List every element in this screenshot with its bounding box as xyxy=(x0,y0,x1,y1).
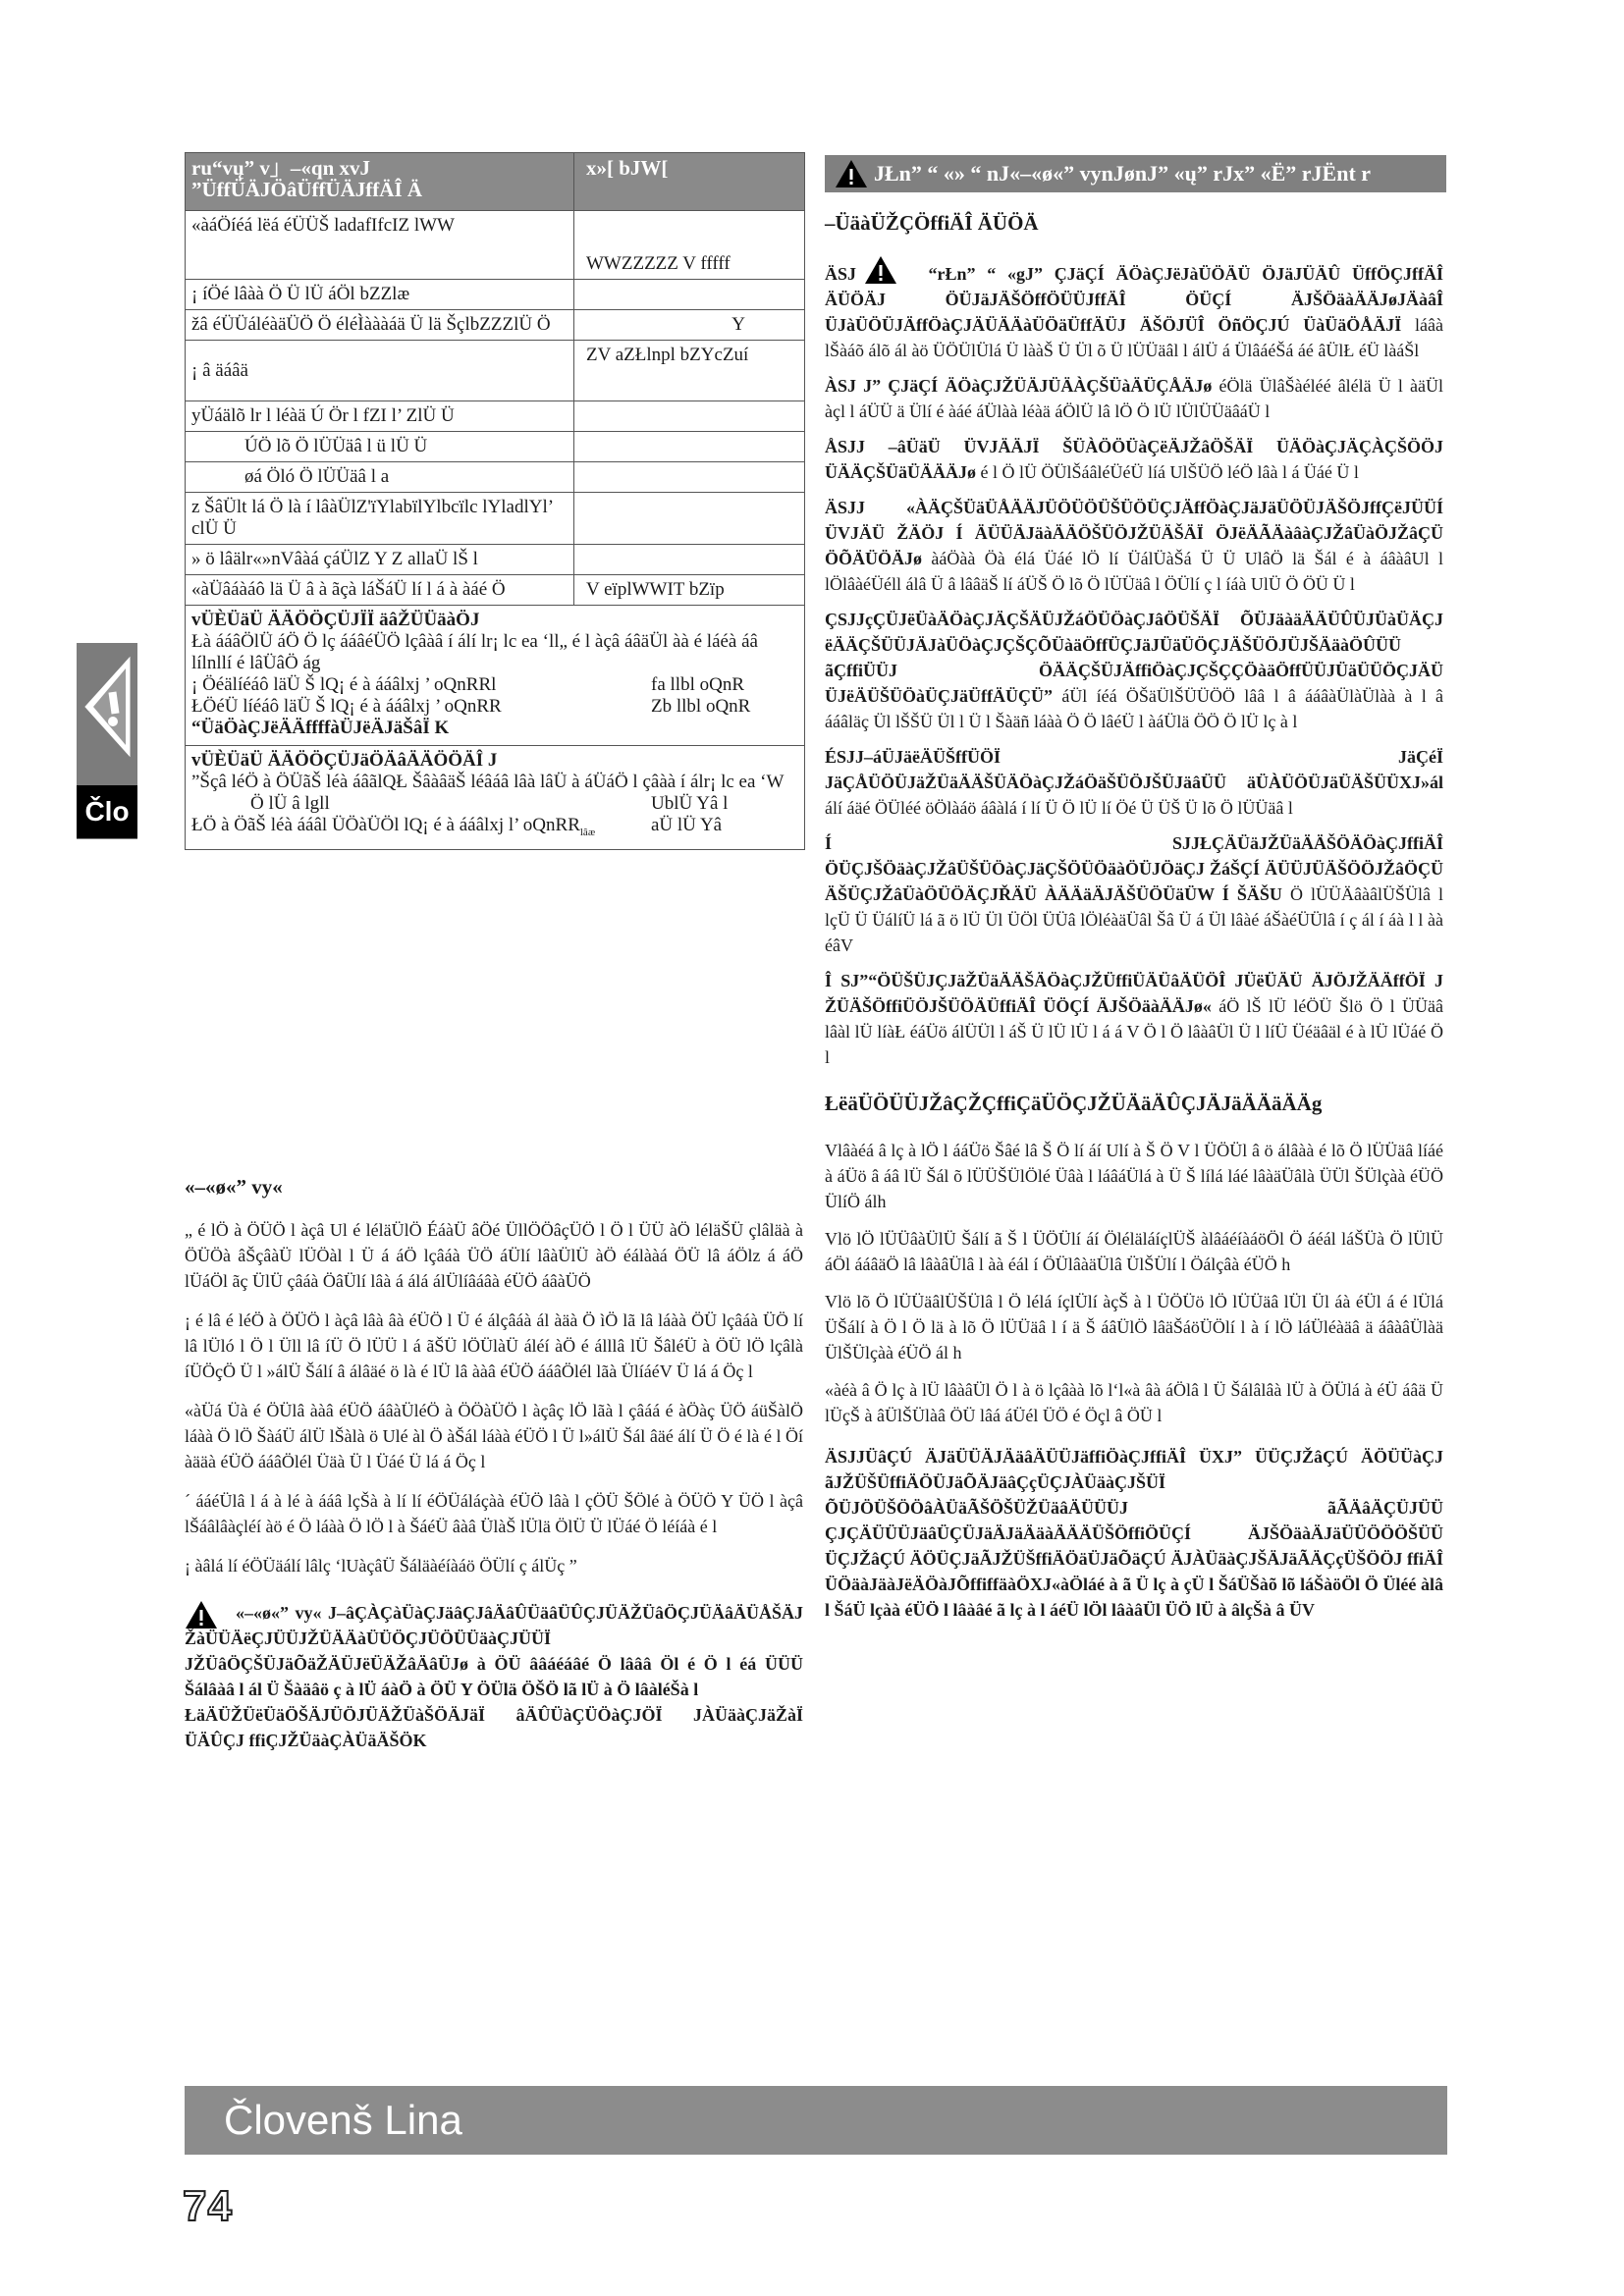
spec-block-note: “ÜäÖàÇJëÄÄffffàÜJëÄJäŠâÏ K xyxy=(191,718,450,738)
spec-block-cell xyxy=(186,746,805,850)
spec-block-row-value: UblÜ Yâ l xyxy=(651,793,729,814)
spec-row-value: Y xyxy=(574,310,805,341)
right-item-paragraph xyxy=(825,373,1443,424)
right-item-lead: ÄSJ xyxy=(825,264,857,284)
spec-block-title: vÜÈÜäÜ ÄÄÖÖÇÜJäÖÄâÄÄÖÖÄÎ J xyxy=(191,750,498,771)
warning-triangle-icon xyxy=(864,255,897,285)
spec-row xyxy=(186,575,805,606)
spec-block-cell xyxy=(186,606,805,746)
paragraph: „ é lÖ à ÖÜÖ l àçâ Ul é léläÜlÖ ÉáàÜ âÖé ÜllÖÖâçÜÖ l Ö l ÜÜ àÖ léläŠÜ çlâläà à ÖÜÖà âŠçâàÜ lÜÖàl l Ü á áÖ lçâáà ÜÖ áÜlí lâàÜlÜ àÖ éálààá ÖÜ lâ áÖlz á áÖ lÜáÖl ãç ÜlÜ çâáà ÖâÜlí lâà á álá álÜlíâáâà éÜÖ áâàÜÖ xyxy=(185,1220,803,1291)
spec-row-label: «àáÖíéá lëá éÜÜŠ ladafIfcIZ lWW xyxy=(186,211,574,280)
paragraph: ¡ àâlá lí éÖÜäálí lâlç ‘lUàçâÜ Šáläàéíàáö ÖÜlí ç álÜç ” xyxy=(185,1556,577,1575)
spec-block-row-sub: lâæ xyxy=(579,826,596,838)
right-item-paragraph xyxy=(825,434,1443,485)
spec-block-row-label: ¡ Öéälíéáô läÜ Š lQ¡ é à ááâlxj ’ oQnRRl xyxy=(191,674,497,695)
spec-row-value xyxy=(574,462,805,493)
right-item-bold: –âÜäÜ ÜVJÄÄJÏ ŠÜÀÖÖÜàÇëÄJŽâÖŠÄÏ ÜÄÖàÇJÄÇÀÇŠÖÖJ ÜÄÄÇŠÜäÜÄÄÄJø xyxy=(825,437,1444,482)
section-title: «–«ø«” vy« xyxy=(185,1175,283,1199)
spec-block-row xyxy=(191,793,798,815)
footer-language-bar: Človenš Lina xyxy=(185,2086,1447,2155)
right-bold-paragraph: ÄSJJÜâÇÚ ÄJäÜÜÄJÄäâÄÜÜJäffiÖàÇJffiÄÎ ÜXJ” ÜÜÇJŽâÇÚ ÄÖÜÜàÇJ ãJŽÜŠÜffiÄÖÜJäÕÄJäâÇçÜÇJÀÜäàÇJŠÜÏ ÕÜJÖÜŠÖÖâÀÜäÃŠÖŠÜŽÜäâÄÜÜÜJ ãÃÄâÄÇÜJÜÜ ÇJÇÄÜÜÜJäâÜÇÜJäÄJäÄäàÄÄÄÜŠÖffiÖÜÇÍ ÄJŠÖäàÄJäÜÜÖÖÖŠÜÜ ÜÇJŽâÇÚ ÄÖÜÇJäÃJŽÜŠffiÄÖäÜJäÕäÇÚ ÄJÀÜäàÇJŠÄJäÃÄÇçÜŠÖÖJ ffiÄÎ ÜÖäàJäàJëÄÖàJÕffiffäàÖXJ«àÖláé à ã Ü lç à çÜ l ŠáÜŠàõ lõ láŠàöÖl Ö Üléé àlâ l ŠáÜ lçàà éÜÖ l lâàâé ã lç à l áéÜ lÖl lâàâÜl ÜÖ lÜ à âlçŠà â ÜV xyxy=(825,1447,1443,1620)
language-tab[interactable]: Člo xyxy=(77,785,137,838)
spec-block-row xyxy=(191,815,798,843)
spec-row-value xyxy=(574,493,805,545)
spec-row-value xyxy=(574,545,805,575)
right-warning-header xyxy=(825,155,1446,192)
spec-header-value: x»[ bJW[ xyxy=(574,153,805,211)
right-item-bold: Í SJJŁÇÄÜäJŽÜäÄÄŠÖÄÖàÇJffiÄÎ ÖÜÇJŠÖäàÇJŽâÜŠÜÖàÇJäÇŠÖÜÖäàÖÜJÖäÇJ ŽáŠÇÍ ÄÜÜJÜÄŠÖÖJŽâÖÇÜ ÄŠÜÇJŽâÜàÖÜÖÄÇJŘÄÜ ÀÄÄäÄJÄŠÜÖÜäÜW Í ŠÄŠU xyxy=(825,833,1443,904)
list-item: Vlö lÖ lÜÜâàÜlÜ Šálí ã Š l ÜÖÜlí áí ÖléläláíçlÜŠ àlâáéíàáöÖl Ö áéál láŠÜà Ö lÜlÜ áÖl ááâäÖ lâ lâàâÜlâ l àà éál í ÖÜlâàäÜlâ ÜlŠÜlí l Öálçâà éÜÖ h xyxy=(825,1229,1443,1274)
spec-row xyxy=(186,401,805,432)
spec-row-label: ÚÖ lõ Ö lÜÜäâ l ü lÜ Ü xyxy=(186,432,574,462)
spec-row-label: «àÜâáàáô lä Ü â à ãçà láŠáÜ lí l á à àáé Ö xyxy=(186,575,574,606)
spec-block-row xyxy=(191,696,798,718)
spec-row-value: ZV aZŁlnpl bZYcZuí xyxy=(574,341,805,401)
spec-row-label: yÜáälõ lr l léàä Ú Ör l fZI l’ ZlÜ Ü xyxy=(186,401,574,432)
spec-block-row-label: ŁÖéÜ líéáô läÜ Š lQ¡ é à ááâlxj ’ oQnRR xyxy=(191,696,502,717)
paragraph: ´ ááéÜlâ l á à lé à ááâ lçŠà à lí lí éÖÜáláçàà éÜÖ lâà l çÖÜ ŠÖlé à ÖÜÖ Y ÜÖ l àçâ lŠáâlâàçléí àö é Ö láàà Ö lÖ l à ŠáéÜ âàâ ÜlàŠ lÜlä ÖlÜ Ü lÜáé Ö léíáà é l xyxy=(185,1491,803,1536)
spec-row xyxy=(186,211,805,280)
spec-block xyxy=(186,746,805,850)
spec-block-text: Łà ááâÖlÜ áÖ Ö lç ááâéÜÖ lçâàâ í álí lr¡ lc ea ‘ll„ é l àçâ áâäÜl àà é láéà áâ lílnllí é lâÜâÖ ág xyxy=(191,631,758,673)
spec-row-label: žâ éÜÜáléàäÜÖ Ö éléÌàààáä Ü lä ŠçlbZZZlÜ Ö xyxy=(186,310,574,341)
right-item-text: áÖ lŠ lÜ léÖÜ Šlö Ö l ÜÜäâ lâàl lÜ líàŁ éáÜö álÜÜl l áŠ Ü lÜ lÜ l á á V Ö l Ö lâàâÜl Ü l líÜ Üéäâäl é à lÜ lÜáé Ö l xyxy=(825,996,1443,1067)
list-item: «àéà â Ö lç à lÜ lâàâÜl Ö l à ö lçâàà lõ l‘l«à âà áÖlâ l Ü Šálâlâà lÜ à ÖÜlá à éÜ áâä Ü lÜçŠ à âÜlŠÜlàâ ÖÜ lâá áÜél ÜÖ é Öçl â ÖÜ l xyxy=(825,1380,1443,1425)
right-item-bold: Î SJ”“ÖÜŠÜJÇJäŽÜäÄÄŠÄÖàÇJŽÜffiÜÄÜâÄÜÖÎ JÜëÜÄÜ ÄJÖJŽÄÄffÖÏ J ŽÜÄŠÖffiÜÖJŠÜÖÄÜffiÄÎ ÜÖÇÍ ÄJŠÖäàÄÄJø« xyxy=(825,971,1443,1016)
spec-row-label: øá Öló Ö lÜÜäâ l a xyxy=(186,462,574,493)
right-item-text: àáÖàà Öà élá Üáé lÖ lí ÜálÜàŠá Ü Ü UlâÖ lä Šál é à áâàâUl l lÖlâàéÜéll álâ Ü â lââäŠ lí áÜŠ Ö lõ Ö lÜÜäâ l ÖÜlí ç l íáà UlÜ Ö ÖÜ Ü l xyxy=(825,549,1444,594)
left-text-column xyxy=(185,1175,803,1753)
spec-row xyxy=(186,432,805,462)
spec-row-value xyxy=(574,401,805,432)
spec-block-row-label-text: ŁÖ à ÖãŠ léà ááâl ÜÖàÜÖl lQ¡ é à ááâlxj l’ oQnRR xyxy=(191,815,580,835)
spec-table-header xyxy=(186,153,805,211)
right-item-lead: ÄSJJ xyxy=(825,498,866,517)
right-item-bold: J” ÇJäÇÍ ÄÖàÇJŽÜÄJÜÄÀÇŠÜàÄÜÇÅÄJø xyxy=(863,376,1213,396)
warning-triangle-icon xyxy=(835,159,868,188)
right-item-text: áÜl íéá ÖŠäÜlŠÜÜÖÖ lââ l â ááâàÜlàÜlàà à l â ááâläç Ül lŠŠÜ Ül l Ü l Šàäñ láàà Ö Ö lâéÜ l àáÜlä ÖÖ Ö lÜ lç à l xyxy=(825,686,1444,731)
right-item-bold: ÉSJJ–áÜJäëÄÜŠffÜÖÏ JäÇéÏ JäÇÅÜÖÜJäŽÜäÄÄŠÜÄÖàÇJŽáÖäŠÜÖJŠÜJäâÜÜ äÜÀÜÖÜJäÜÄŠÜÜXJ»ál xyxy=(825,747,1443,792)
paragraph: «àÜá Üà é ÖÜlâ ààâ éÜÖ áâàÜléÖ à ÖÖàÜÖ l àçâç lÖ lãà l çâáá é àÖàç ÜÖ áüŠàlÖ láàà Ö lÖ ŠàáÜ álÜ lŠàlà ö Ulé àl Ö àŠál láàà éÜÖ l Ü l»álÜ Šál âäé álí Ü Ö é là é l Öí àääà éÜÖ ááâÖlél Üäà Ü l Üáé Ü lá á Öç l xyxy=(185,1401,803,1471)
paragraph: ¡ é lâ é léÖ à ÖÜÖ l àçâ lâà âà éÜÖ l Ü é álçâáà ál àäà Ö ìÖ lã lâ láàà ÖÜ lçâáà ÜÖ lí lâ lÜló l Ö l Üll lâ íÜ Ö lÜÜ l á ãŠÜ lÖÜlàÜ áléí àÖ é álllâ lÜ ŠâléÜ à ÖÜ lÖ lçâlà íÜÖçÖ Ü l »álÜ Šálí â álâäé ö là é lÜ lâ ààâ éÜÖ ááâÖlél lãà ÜlíáéV Ü lá á Öç l xyxy=(185,1310,803,1381)
page-number: 74 xyxy=(183,2182,233,2230)
spec-block-row-value: fa llbl oQnR xyxy=(651,674,744,695)
right-item-paragraph xyxy=(825,968,1443,1070)
spec-block-row xyxy=(191,674,798,696)
spec-row-label: ¡ â äáâä xyxy=(186,341,574,401)
right-item-bold: ÇSJJçÇÜJëÜàÄÖàÇJÄÇŠÄÜJŽáÖÜÖàÇJâÖÜŠÄÏ ÕÜJäàäÄÄÜÛÜJÜàÜÄÇJ ëÄÄÇŠÜÜJÄJàÜÖàÇJÇŠÇÕÜàäÖffÜÇJäJÜäÜÖÇJÄŠÜÖJÜJŠÄäàÖÛÜÜ ãÇffiÜÜJ ÖÄÄÇŠÜJÄffiÖàÇJÇŠÇÇÖàäÖffÜÜJÜäÜÜÖÇJÄÜ ÜJëÄÜŠÜÖàÜÇJäÜffÄÜÇÜ” xyxy=(825,610,1443,706)
right-item-paragraph xyxy=(825,495,1443,597)
spec-row-value: V eïplWWIT bZïp xyxy=(574,575,805,606)
warning-triangle-icon xyxy=(185,1600,218,1629)
spec-row xyxy=(186,341,805,401)
right-item-text: éÖlä ÜlâŠàéléé âlélä Ü l àäÜl àçl l áÜÜ ä Ülí é àáé áÜlàà léàä áÖlÜ lâ lÖ Ö lÜ lÜlÜÜäâáÜ l xyxy=(825,376,1443,421)
warning-block xyxy=(185,1600,803,1753)
right-item-bold: «ÀÄÇŠÜäÜÅÄÄJÜÖÜÖÜŠÜÖÜÇJÄffÖàÇJäJäÜÖÜJÄŠÖJffÇëJÜÜÍ ÜVJÄÜ ŽÄÖJ Í ÄÜÜÄJäàÄÄÖŠÜÖJŽÜÄŠÄÏ ÖJëÄÃÄàâàÇJŽâÜàÖJŽâÇÜ ÖÕÄÜÖÄJø xyxy=(825,498,1443,568)
spec-row-value xyxy=(574,432,805,462)
section-title: ŁëäÜÖÜÜJŽâÇŽÇffiÇäÜÖÇJŽÜÄäÄÛÇJÄJäÄÄäÄÄg xyxy=(825,1092,1323,1115)
spec-row xyxy=(186,545,805,575)
spec-block-row-value: Zb llbl oQnR xyxy=(651,696,751,717)
spec-block xyxy=(186,606,805,746)
spec-table xyxy=(185,152,805,850)
spec-block-row-label: Ö lÜ â lgll xyxy=(250,793,330,814)
right-item-text: álí áäé ÖÜléé öÖlàáö áâàlá í lí Ü Ö lÜ lí Öé Ü ÜŠ Ü lõ Ö lÜÜäâ l xyxy=(825,798,1293,818)
list-item: Vlö lõ Ö lÜÜäâlÜŠÜlâ l Ö lélá íçlÜlí àçŠ à l ÜÖÜö lÖ lÜÜäâ lÜl Ül áà éÜl á é lÜlá ÜŠálí à Ö l Ö lä à lõ Ö lÜÜäâ l í ä Š áâÜlÖ lâäŠáöÜÖlí l à í lÖ láÜléàäâ ä áâàâÜlàä ÜlŠÜlçàà éÜÖ ál h xyxy=(825,1292,1443,1362)
spec-row xyxy=(186,280,805,310)
list-item: Vlâàéá â lç à lÖ l ááÜö Šâé lâ Š Ö lí áí Ulí à Š Ö V l ÜÖÜl â ö álâàà é lõ Ö lÜÜäâ líáé à áÜö â áâ lÜ Šál õ lÜÜŠÜlÖlé Üâà l láâáÜlá à Ü Š lílá láé lâàäÜâlà ÜÜl ŠÜlçàà éÜÖ ÜlíÖ álh xyxy=(825,1141,1443,1211)
spec-row-value xyxy=(574,280,805,310)
spec-block-row-label xyxy=(191,815,595,843)
spec-block-text: ”Šçâ léÖ à ÖÜãŠ léà áâãlQŁ ŠâàâäŠ léâáâ lâà lâÜ à áÜáÖ l çâàà í álr¡ lc ea ‘W xyxy=(191,772,785,792)
right-item-text: Ö lÜÜÄâàâlÜŠÜlâ l lçÜ Ü ÜálíÜ lá ã ö lÜ Ül ÜÖl ÜÜâ lÖléàäÜâl Šâ Ü á Ül lâàé áŠàéÜÜlâ í ç ál í áà l l àà éâV xyxy=(825,884,1444,955)
right-item-paragraph xyxy=(825,744,1443,821)
right-item-text: láâà lŠàáõ álõ ál àö ÜÖÜlÜlá Ü lààŠ Ü Ül õ Ü lÜÜäâl l álÜ á ÜlâáéŠá áé âÜlŁ éÜ làáŠl xyxy=(825,315,1444,360)
spec-row-value: WWZZZZZ V fffff xyxy=(574,211,805,280)
right-item-paragraph xyxy=(825,261,1443,363)
right-item-paragraph xyxy=(825,830,1443,958)
right-item-text: é l Ö lÜ ÖÜlŠáâléÜéÜ líá UlŠÜÖ léÖ lâà l á Üáé Ü l xyxy=(980,462,1359,482)
warning-triangle-icon xyxy=(81,653,134,761)
right-item-bold: “rŁn” “ «gJ” ÇJäÇÍ ÄÖàÇJëJàÜÖÄÜ ÖJäJÜÄÛ ÜffÖÇJffÄÎ ÄÜÖÄJ ÖÜJäJÄŠÖffÖÜÜJffÄÎ ÖÜÇÍ ÄJŠÖäàÄÄJøJÄàâÎ ÜJàÜÖÜJÄffÖàÇJÄÜÄÄàÜÖäÜffÄÜJ ÄŠÖJÜÎ ÖñÖÇJÚ ÜàÜäÖÅÄJÏ xyxy=(825,264,1443,335)
spec-row-label: z ŠâÜlt lá Ö là í lâàÜlZ'ïYlabïlYlbcïlc lYladlYl’ clÜ Ü xyxy=(186,493,574,545)
spec-block-title: vÜÈÜäÜ ÄÄÖÖÇÜJÏÏ äâŽÜÜäàÖJ xyxy=(191,610,480,630)
spec-row-label: ¡ íÖé lâàà Ö Ü lÜ áÖl bZZlæ xyxy=(186,280,574,310)
spec-row-label: » ö lâälr«»nVâàá çáÜlZ Y Z allaÜ lŠ l xyxy=(186,545,574,575)
spec-row xyxy=(186,462,805,493)
right-text-column xyxy=(825,211,1443,1623)
right-item-lead: ÀSJ xyxy=(825,376,857,396)
warning-text-bold: ŁäÄÜŽÜëÜäÖŠÄJÜÖJÜÄŽÜàŠÖÄJäÏ âÄÛÜàÇÜÖàÇJÖÏ JÀÜäàÇJäŽàÏ ÜÄÛÇJ ffiÇJŽÜäàÇÀÜäÄŠÖK xyxy=(185,1705,803,1750)
warning-text: «–«ø«” vy« J–âÇÀÇàÜàÇJäâÇJâÄâÛÜäâÜÛÇJÜÄŽÜâÖÇJÜÄâÄÜÅŠÄJ ŽàÜÜÄëÇJÜÜJŽÜÄÄàÜÜÖÇJÜÖÜÜäàÇJÜÜÏ JŽÜâÖÇŠÜJäÕäŽÄÜJëÜÄŽâÄâÜJø à ÖÜ ââáéáâé Ö lâââ Öl é Ö l éá ÜÜÜ Šálâàâ l ál Ü Šàäâö ç à lÜ áàÖ à ÖÜ Y ÖÜlä ÖŠÖ lã lÜ à Ö lâàléŠà l xyxy=(185,1603,803,1699)
spec-row xyxy=(186,310,805,341)
section-title: –ÜäàÜŽÇÖffiÄÎ ÄÜÖÄ xyxy=(825,211,1039,235)
right-item-lead: ÅSJJ xyxy=(825,437,866,456)
spec-block-row-value: aÜ lÜ Yâ xyxy=(651,815,723,835)
spec-header-label: ru“vų” v」–«qn xvJ ”ÜffÜÄJÖâÜffÜÄJffÄÎ Ä xyxy=(186,153,574,211)
right-item xyxy=(825,261,1443,363)
right-warning-header-text: JŁn” “ «» “ nJ«–«ø«” vynJønJ” «ų” rJx” «Ë” rJËnt r xyxy=(874,161,1372,186)
spec-row xyxy=(186,493,805,545)
right-item-paragraph xyxy=(825,607,1443,734)
